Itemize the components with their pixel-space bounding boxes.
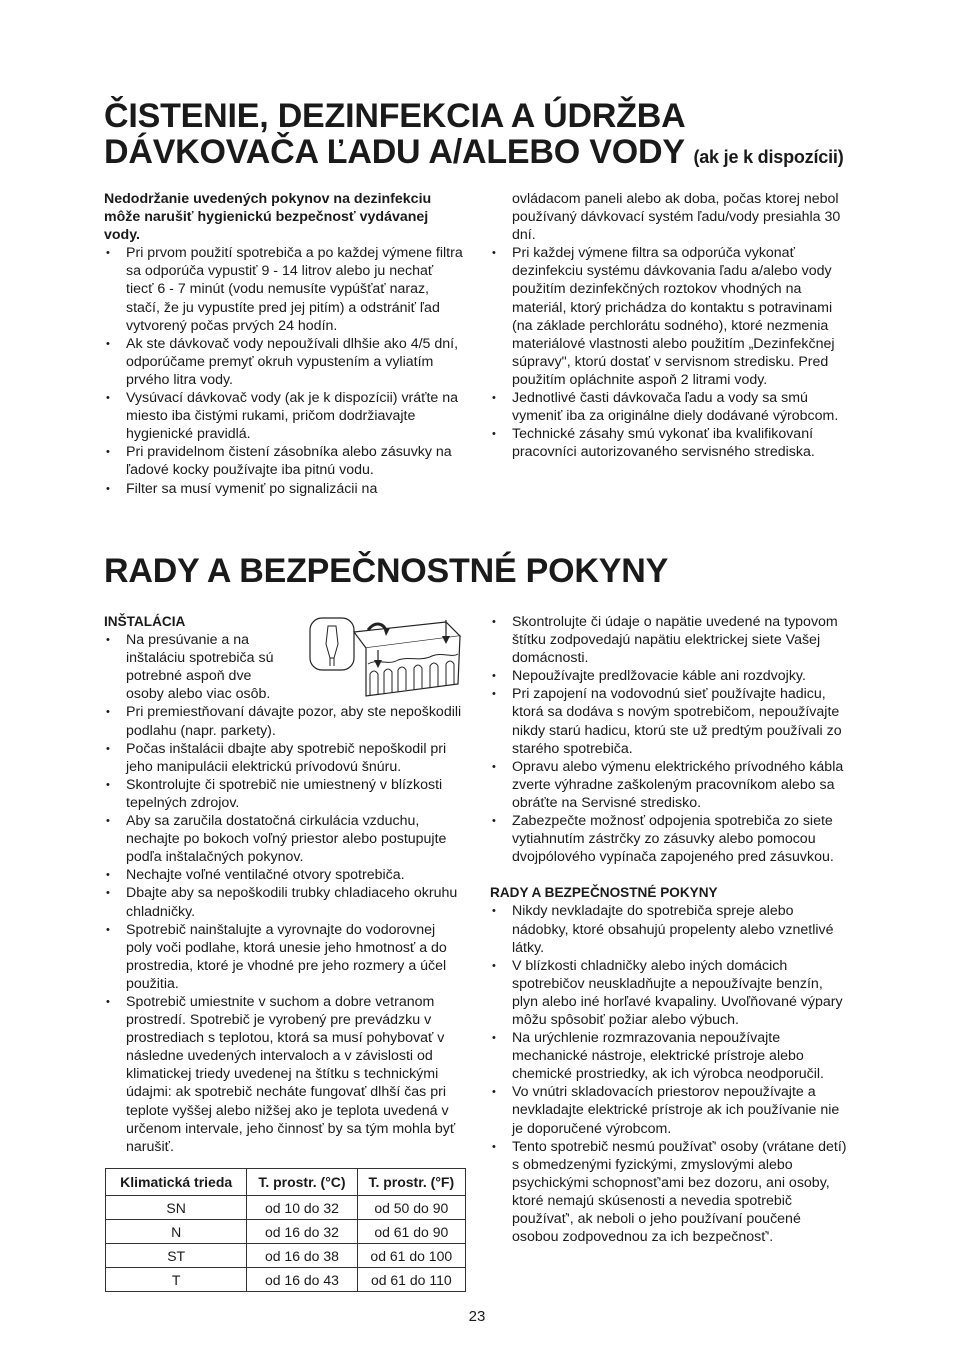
table-cell: ST (106, 1244, 247, 1268)
table-row (106, 1268, 466, 1292)
table-cell: od 16 do 43 (247, 1268, 357, 1292)
table-cell: SN (106, 1196, 247, 1220)
list-item: • Spotrebič nainštalujte a vyrovnajte do vodorovnej poly voči podlahe, ktorá unesie jeho hmotnosť a do prostredia, ktoré je vhodné pre jeho rozmery a účel použitia. (104, 921, 464, 993)
climate-class-table (105, 1168, 466, 1292)
section-title-cleaning (104, 98, 843, 175)
table-cell: od 61 do 100 (357, 1244, 465, 1268)
table-header-row (106, 1169, 466, 1196)
list-item: • Aby sa zaručila dostatočná cirkulácia vzduchu, nechajte po bokoch voľný priestor alebo postupujte podľa inštalačných pokynov. (104, 812, 464, 866)
list-item: • Opravu alebo výmenu elektrického prívodného kábla zverte výhradne zaškoleným pracovníkom alebo sa obráťte na Servisné stredisko. (490, 758, 850, 812)
electrical-list (490, 613, 850, 866)
intro-warning: Nedodržanie uvedených pokynov na dezinfekciu môže narušiť hygienickú bezpečnosť vydávanej vody. (104, 191, 432, 244)
list-item: • Dbajte aby sa nepoškodili trubky chladiaceho okruhu chladničky. (104, 884, 464, 920)
safety-list (490, 902, 850, 1246)
table-cell: od 10 do 32 (247, 1196, 357, 1220)
table-header: T. prostr. (°C) (247, 1169, 357, 1196)
cleaning-list-right (490, 190, 850, 461)
cleaning-right-column (490, 190, 850, 461)
list-item: • Filter sa musí vymeniť po signalizácii na (104, 480, 464, 498)
table-header: Klimatická trieda (106, 1169, 247, 1196)
cleaning-left-column (104, 190, 464, 498)
table-row (106, 1244, 466, 1268)
cleaning-list-left (104, 244, 464, 497)
table-cell: N (106, 1220, 247, 1244)
list-item: • Pri pravidelnom čistení zásobníka alebo zásuvky na ľadové kocky používajte iba pitnú vodu. (104, 443, 464, 479)
table-header: T. prostr. (°F) (357, 1169, 465, 1196)
list-item: • Nikdy nevkladajte do spotrebiča spreje alebo nádobky, ktoré obsahujú propelenty alebo vznetlivé látky. (490, 902, 850, 956)
list-item: • Ak ste dávkovač vody nepoužívali dlhšie ako 4/5 dní, odporúčame premyť okruh vypustením a vyliatím prvého litra vody. (104, 335, 464, 389)
list-item: • Nechajte voľné ventilačné otvory spotrebiča. (104, 866, 464, 884)
list-item: • Na presúvanie a na inštaláciu spotrebiča sú potrebné aspoň dve osoby alebo viac osôb. (104, 631, 284, 703)
list-item: • Pri každej výmene filtra sa odporúča vykonať dezinfekciu systému dávkovania ľadu a/alebo vody použitím dezinfekčných roztokov vhodných na materiál, ktorý prichádza do kontaktu s potravinami (na základe perchlorátu sodného), ktoré nezmenia materiálové vlastnosti alebo použitím „Dezinfekčnej súpravy", ktorú dostať v servisnom stredisku. Pred použitím opláchnite aspoň 2 litrami vody. (490, 244, 850, 389)
list-item: • Vysúvací dávkovač vody (ak je k dispozícii) vráťte na miesto iba čistými rukami, pričom dodržiavajte hygienické pravidlá. (104, 389, 464, 443)
list-item: • Spotrebič umiestnite v suchom a dobre vetranom prostredí. Spotrebič je vyrobený pre prevádzku v prostrediach s teplotou, ktorá sa musí pohybovať v následne uvedených intervaloch a v závislosti od klimatickej triedy uvedenej na štítku s technickými údajmi: ak spotrebič necháte fungovať dlhší čas pri teplote vyššej alebo nižšej ako je teplota uvedená v určenom intervale, jeho činnosť by sa tým mohla byť narušiť. (104, 993, 464, 1156)
installation-left-column (104, 613, 464, 1156)
table-row (106, 1196, 466, 1220)
list-item: • Vo vnútri skladovacích priestorov nepoužívajte a nevkladajte elektrické prístroje ak ich používanie nie je doporučené výrobcom. (490, 1083, 850, 1137)
safety-right-column (490, 613, 850, 1246)
list-item: • Pri prvom použití spotrebiča a po každej výmene filtra sa odporúča vypustiť 9 - 14 litrov alebo ju nechať tiecť 6 - 7 minút (vodu nemusíte vypúšťať naraz, stačí, že ju vypustíte pred jej pitím) a odstrániť ľad vytvorený počas prvých 24 hodín. (104, 244, 464, 334)
table-cell: od 61 do 90 (357, 1220, 465, 1244)
title-line-2: DÁVKOVAČA ĽADU A/ALEBO VODY (104, 133, 685, 171)
list-item: • Technické zásahy smú vykonať iba kvalifikovaní pracovníci autorizovaného servisného strediska. (490, 425, 850, 461)
list-item: • Skontrolujte či spotrebič nie umiestnený v blízkosti tepelných zdrojov. (104, 776, 464, 812)
list-item: • Počas inštalácii dbajte aby spotrebič nepoškodil pri jeho manipulácii elektrickú prívodovú šnúru. (104, 740, 464, 776)
table-cell: od 16 do 38 (247, 1244, 357, 1268)
table-cell: T (106, 1268, 247, 1292)
list-item: • Pri premiestňovaní dávajte pozor, aby ste nepoškodili podlahu (napr. parkety). (104, 703, 464, 739)
list-item: • Jednotlivé časti dávkovača ľadu a vody sa smú vymeniť iba za originálne diely dodávané výrobcom. (490, 389, 850, 425)
title-note: (ak je k dispozícii) (693, 147, 844, 167)
installation-list (104, 631, 464, 1156)
list-item-continuation: ovládacom paneli alebo ak doba, počas ktorej nebol používaný dávkovací systém ľadu/vody presiahla 30 dní. (512, 191, 841, 244)
list-item: • Nepoužívajte predlžovacie káble ani rozdvojky. (490, 667, 850, 685)
list-item: • Skontrolujte či údaje o napätie uvedené na typovom štítku zodpovedajú napätiu elektrickej siete Vašej domácnosti. (490, 613, 850, 667)
section-title-safety: RADY A BEZPEČNOSTNÉ POKYNY (104, 552, 669, 590)
table-cell: od 16 do 32 (247, 1220, 357, 1244)
list-item: • V blízkosti chladničky alebo iných domácich spotrebičov neuskladňujte a nepoužívajte benzín, plyn alebo iné horľavé kvapaliny. Uvoľňované výpary môžu spôsobiť požiar alebo výbuch. (490, 957, 850, 1029)
installation-heading: INŠTALÁCIA (104, 614, 186, 629)
table-cell: od 61 do 110 (357, 1268, 465, 1292)
table-cell: od 50 do 90 (357, 1196, 465, 1220)
list-item: • Zabezpečte možnosť odpojenia spotrebiča zo siete vytiahnutím zástrčky zo zásuvky alebo pomocou dvojpólového vypínača zapojeného pred zásuvkou. (490, 812, 850, 866)
page-number: 23 (468, 1308, 486, 1325)
table-row (106, 1220, 466, 1244)
list-item: • Pri zapojení na vodovodnú sieť používajte hadicu, ktorá sa dodáva s novým spotrebičom, nepoužívajte nikdy starú hadicu, ktorú ste už predtým používali zo starého spotrebiča. (490, 685, 850, 757)
safety-heading: RADY A BEZPEČNOSTNÉ POKYNY (490, 885, 718, 901)
title-line-1: ČISTENIE, DEZINFEKCIA A ÚDRŽBA (104, 97, 686, 135)
list-item: • Tento spotrebič nesmú používať' osoby (vrátane detí) s obmedzenými fyzickými, zmyslovými alebo psychickými schopnosť'ami bez dozoru, ani osoby, ktoré nemajú skúsenosti a nevedia spotrebič používať', ak neboli o jeho používaní poučené osobou zodpovednou za ich bezpečnosť'. (490, 1138, 850, 1247)
list-item: • Na urýchlenie rozmrazovania nepoužívajte mechanické nástroje, elektrické prístroje alebo chemické prostriedky, ak ich výrobca neodporučil. (490, 1029, 850, 1083)
